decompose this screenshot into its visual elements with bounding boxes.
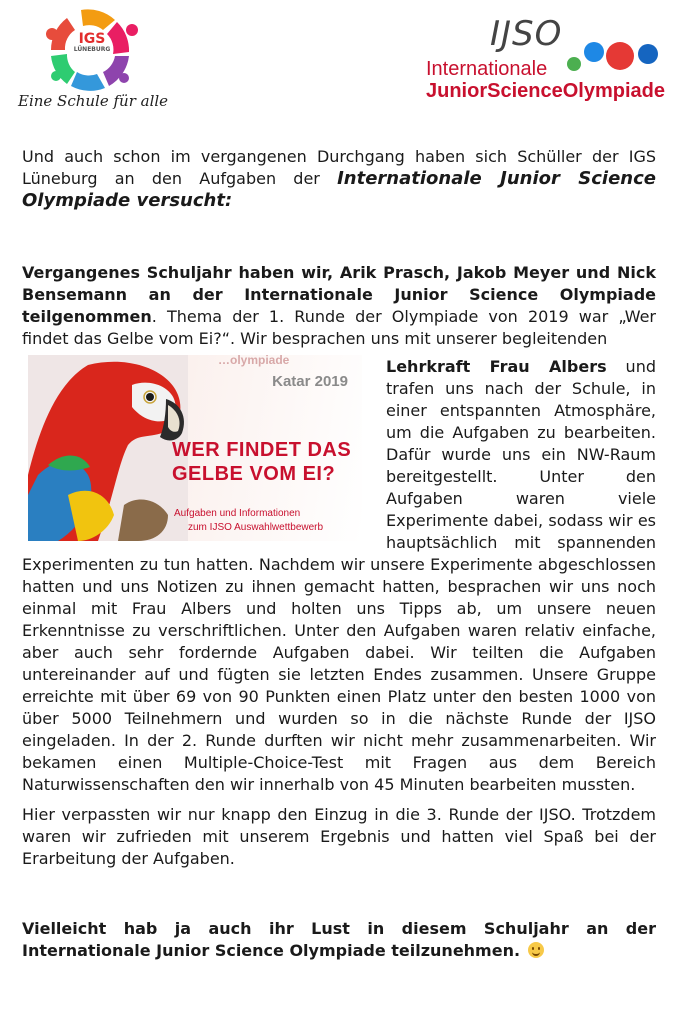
poster-subline-1: Aufgaben und Informationen — [174, 508, 301, 519]
teacher-name: Lehrkraft Frau Albers — [386, 357, 607, 376]
article-text-part-1: . Thema der 1. Runde der Olympiade von 2019 war „Wer findet das Gelbe vom Ei?“. Wir besprachen uns mit unserer begleitenden — [22, 307, 656, 348]
olympiad-poster-image — [28, 355, 362, 541]
article-text-part-2: und trafen uns nach der Schule, in einer entspannten Atmosphäre, um die Aufgaben zu bearbeiten. Dafür wurde uns ein NW-Raum bereitgestellt. Unter den Aufgaben waren viele Experimente dabei, sodass wir es hauptsächlich mit spannenden Experimenten zu tun hatten. Nachdem wir unsere Experimente abgeschlossen hatten und uns Notizen zu ihnen gemacht hatten, besprachen wir uns noch einmal mit Frau Albers und holten uns Tipps ab, um unsere neuen Erkenntnisse zu verschriftlichen. Unter den Aufgaben waren relativ einfache, aber auch sehr fordernde Aufgaben dabei. Wir teilten die Aufgaben untereinander auf und fügten sie letzten Endes zusammen. Unsere Gruppe erreichte mit über 69 von 90 Punkten einen Platz unter den besten 1000 von über 5000 Teilnehmern und wurden so in die nächste Runde der IJSO eingeladen. In der 2. Runde durften wir nicht mehr zusammenarbeiten. Wir bekamen einen Multiple-Choice-Test mit Fragen aus dem Bereich Naturwissenschaften den wir innerhalb von 45 Minuten bearbeiten mussten. — [22, 357, 656, 794]
igs-logo-subtext: LÜNEBURG — [73, 46, 111, 53]
ijso-dots-icon — [564, 34, 664, 74]
closing-text: Vielleicht hab ja auch ihr Lust in diesem Schuljahr an der Internationale Junior Science Olympiade teilzunehmen. — [22, 919, 656, 960]
article-content — [22, 146, 656, 962]
poster-headline-1: WER FINDET DAS — [172, 439, 352, 461]
intro-emphasis: Internationale Junior Science Olympiade versucht: — [22, 168, 656, 211]
igs-slogan: Eine Schule für alle — [18, 92, 169, 110]
poster-top-text: …olympiade — [218, 355, 290, 367]
parrot-icon — [28, 355, 188, 541]
poster-headline-2: GELBE VOM EI? — [172, 463, 336, 485]
article-bold-intro: Vergangenes Schuljahr haben wir, Arik Prasch, Jakob Meyer und Nick Bensemann an der Internationale Junior Science Olympiade teilgenommen — [22, 263, 656, 326]
ijso-logo — [424, 8, 664, 104]
intro-paragraph — [22, 146, 656, 212]
ijso-logo-title: IJSO — [490, 14, 563, 54]
poster-subline-2: zum IJSO Auswahlwettbewerb — [188, 522, 324, 533]
smiling-face-icon — [528, 942, 544, 958]
article-paragraph-1 — [22, 262, 656, 350]
igs-logo-text: IGS LÜNEBURG — [73, 31, 111, 53]
ijso-logo-line-2: JuniorScienceOlympiade — [426, 80, 665, 102]
igs-logo — [14, 4, 169, 112]
intro-text: Und auch schon im vergangenen Durchgang haben sich Schüller der IGS Lüneburg an den Aufgaben der — [22, 147, 656, 188]
ijso-logo-line-1: Internationale — [426, 58, 548, 80]
closing-paragraph — [22, 918, 656, 962]
article-paragraph-2: Hier verpassten wir nur knapp den Einzug in die 3. Runde der IJSO. Trotzdem waren wir zufrieden mit unserem Ergebnis und hatten viel Spaß bei der Erarbeitung der Aufgaben. — [22, 805, 656, 868]
poster-year: Katar 2019 — [272, 373, 348, 390]
